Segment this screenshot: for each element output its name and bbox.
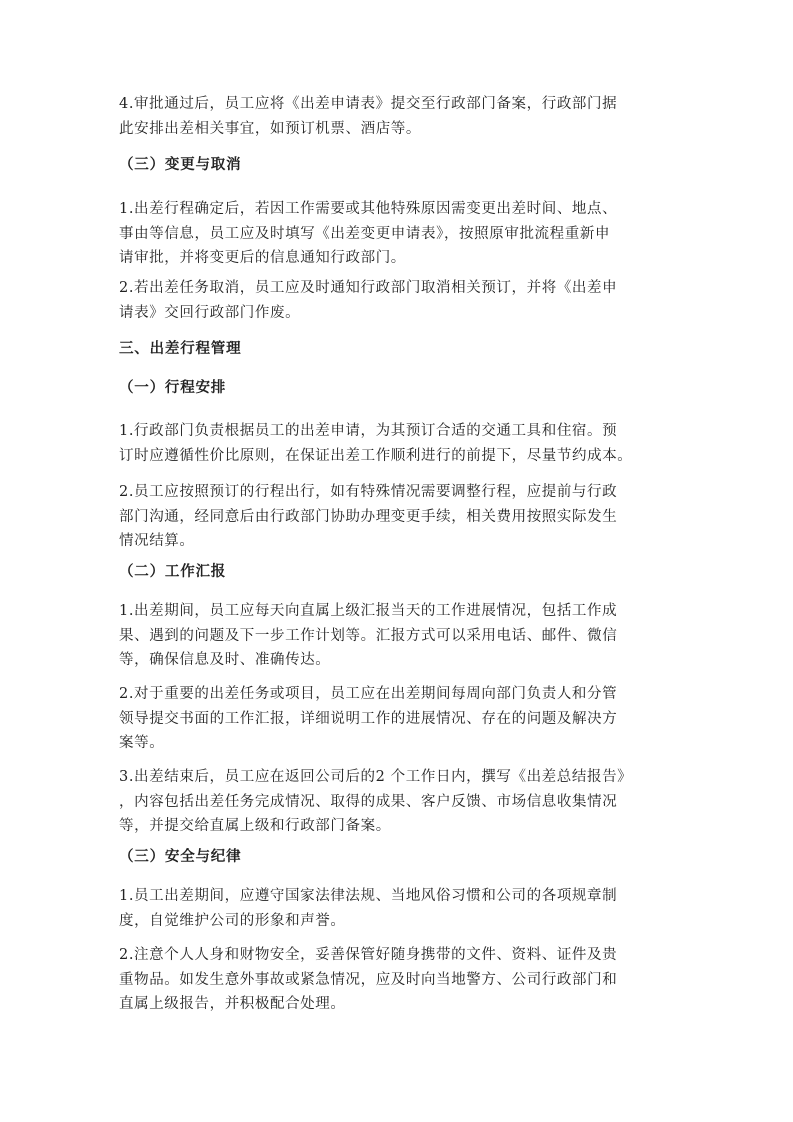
text-line: 情况结算。 [119,533,195,549]
text-line: 1.出差期间，员工应每天向直属上级汇报当天的工作进展情况，包括工作成 [119,603,618,619]
text-line: 2.注意个人人身和财物安全，妥善保管好随身携带的文件、资料、证件及贵 [119,947,618,963]
text-line: 直属上级报告，并积极配合处理。 [119,996,346,1012]
paragraph-weekly-report [119,682,689,756]
text-line: 此安排出差相关事宜，如预订机票、酒店等。 [119,120,421,137]
heading-change-and-cancel [119,153,689,178]
text-line: 请表》交回行政部门作废。 [119,304,301,321]
paragraph-compliance [119,884,689,933]
text-line: 部门沟通，经同意后由行政部门协助办理变更手续，相关费用按照实际发生 [119,508,618,525]
text-line: 案等。 [119,735,165,751]
text-line: 度，自觉维护公司的形象和声誉。 [119,912,346,929]
text-line: 领导提交书面的工作汇报，详细说明工作的进展情况、存在的问题及解决方 [119,710,618,727]
heading-itinerary-arrangement [119,376,689,401]
paragraph-itinerary-adjustment [119,480,689,554]
heading-text: 三、出差行程管理 [119,340,242,357]
text-line: 2.员工应按照预订的行程出行，如有特殊情况需要调整行程，应提前与行政 [119,484,618,500]
paragraph-approval-filing [119,92,689,141]
text-line: 重物品。如发生意外事故或紧急情况，应及时向当地警方、公司行政部门和 [119,971,618,988]
text-line: 请审批，并将变更后的信息通知行政部门。 [119,250,406,266]
heading-text: （二）工作汇报 [119,563,227,580]
text-line: 1.出差行程确定后，若因工作需要或其他特殊原因需变更出差时间、地点、 [119,201,618,217]
text-line: 3.出差结束后，员工应在返回公司后的2 个工作日内，撰写《出差总结报告》 [119,769,633,785]
heading-text: （三）变更与取消 [119,156,242,173]
heading-text: （一）行程安排 [119,379,227,396]
text-line: ，内容包括出差任务完成情况、取得的成果、客户反馈、市场信息收集情况 [119,793,618,810]
heading-text: （三）安全与纪律 [119,848,242,865]
text-line: 订时应遵循性价比原则，在保证出差工作顺利进行的前提下，尽量节约成本。 [119,447,633,464]
text-line: 1.员工出差期间，应遵守国家法律法规、当地风俗习惯和公司的各项规章制 [119,888,618,904]
text-line: 果、遇到的问题及下一步工作计划等。汇报方式可以采用电话、邮件、微信 [119,627,618,644]
text-line: 事由等信息，员工应及时填写《出差变更申请表》，按照原审批流程重新申 [119,225,611,242]
paragraph-summary-report [119,765,689,839]
text-line: 1.行政部门负责根据员工的出差申请，为其预订合适的交通工具和住宿。预 [119,423,618,439]
heading-work-report [119,560,689,585]
text-line: 2.若出差任务取消，员工应及时通知行政部门取消相关预订，并将《出差申 [119,280,618,296]
paragraph-change-request [119,197,689,271]
paragraph-cancel-trip [119,276,689,325]
text-line: 2.对于重要的出差任务或项目，员工应在出差期间每周向部门负责人和分管 [119,686,618,702]
paragraph-daily-report [119,599,689,673]
text-line: 等，并提交给直属上级和行政部门备案。 [119,818,391,834]
heading-safety-and-discipline [119,845,689,870]
paragraph-personal-safety [119,943,689,1017]
text-line: 4.审批通过后，员工应将《出差申请表》提交至行政部门备案，行政部门据 [119,96,618,112]
text-line: 等，确保信息及时、准确传达。 [119,652,331,668]
heading-itinerary-management [119,337,689,362]
paragraph-booking [119,419,689,468]
